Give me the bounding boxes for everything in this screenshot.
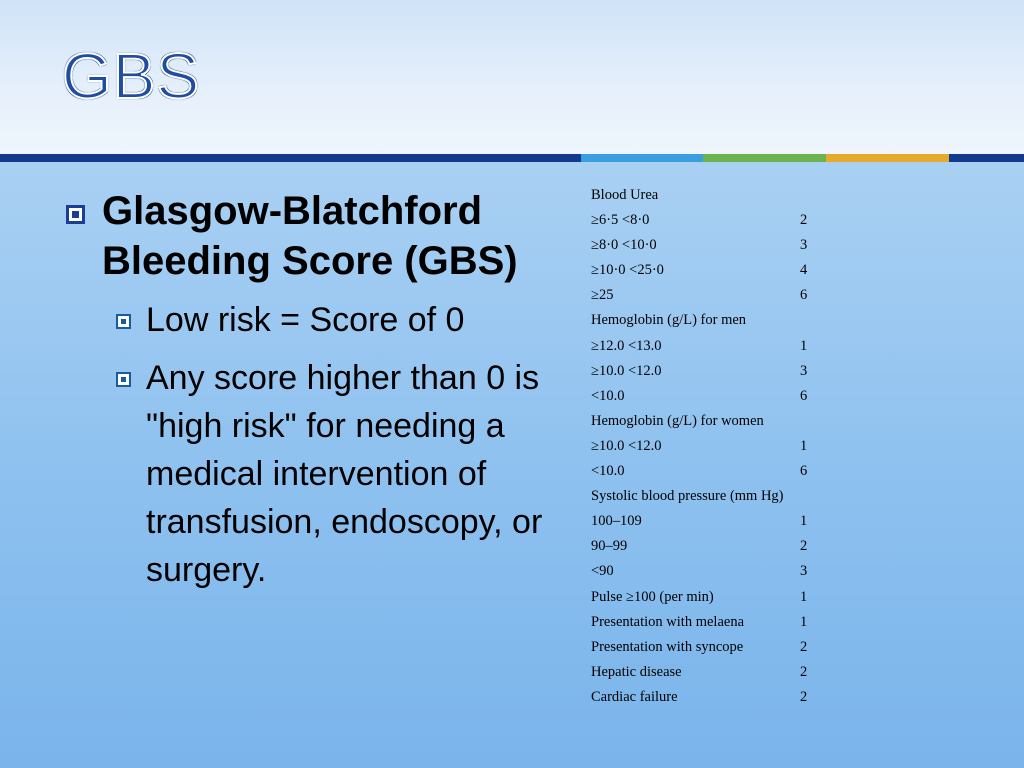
row-score: 2	[800, 638, 808, 655]
row-score: 1	[800, 613, 808, 630]
table-row	[591, 283, 851, 308]
table-row	[591, 585, 851, 610]
main-bullet	[62, 186, 582, 286]
table-row	[591, 233, 851, 258]
row-score: 2	[800, 663, 808, 680]
row-score: 6	[800, 387, 808, 404]
row-label: Blood Urea	[591, 187, 659, 203]
table-row	[591, 635, 851, 660]
table-row	[591, 509, 851, 534]
accent-segment-blue	[581, 154, 703, 162]
row-score: 6	[800, 287, 808, 304]
row-label: Systolic blood pressure (mm Hg)	[591, 488, 784, 505]
row-label: Hepatic disease	[591, 663, 682, 680]
table-row	[591, 384, 851, 409]
row-score: 1	[800, 513, 808, 530]
row-label: 100–109	[591, 513, 642, 530]
row-label: Pulse ≥100 (per min)	[591, 588, 714, 605]
row-label: ≥10·0 <25·0	[591, 262, 664, 279]
row-label: Presentation with melaena	[591, 613, 745, 630]
row-score: 1	[800, 437, 808, 454]
square-bullet-icon	[116, 314, 131, 329]
row-label: ≥8·0 <10·0	[591, 237, 657, 254]
row-score: 3	[800, 237, 808, 254]
row-score: 4	[800, 262, 808, 279]
sub-bullet	[62, 296, 582, 344]
table-row	[591, 258, 851, 283]
row-score: 2	[800, 212, 808, 229]
score-table	[591, 183, 851, 710]
accent-segment-orange	[826, 154, 949, 162]
row-label: Hemoglobin (g/L) for men	[591, 312, 747, 329]
row-label: ≥10.0 <12.0	[591, 362, 662, 379]
row-score: 2	[800, 688, 808, 705]
row-label: <10.0	[591, 463, 625, 480]
row-score: 6	[800, 463, 808, 480]
row-score: 1	[800, 337, 808, 354]
table-row	[591, 660, 851, 685]
square-bullet-icon	[66, 205, 85, 224]
table-row	[591, 685, 851, 710]
sub-bullet-text: Any score higher than 0 is "high risk" for needing a medical intervention of transfusion, endoscopy, or surgery.	[146, 359, 543, 589]
table-row	[591, 610, 851, 635]
divider-band	[0, 154, 1024, 162]
row-score: 1	[800, 588, 808, 605]
accent-segment-green	[703, 154, 826, 162]
table-row	[591, 208, 851, 233]
row-label: Presentation with syncope	[591, 638, 744, 655]
row-score: 2	[800, 538, 808, 555]
sub-bullet-text: Low risk = Score of 0	[146, 301, 465, 339]
row-label: <10.0	[591, 387, 625, 404]
table-row	[591, 559, 851, 584]
row-label: ≥6·5 <8·0	[591, 212, 650, 229]
table-row	[591, 359, 851, 384]
row-label: ≥25	[591, 287, 614, 304]
row-label: Hemoglobin (g/L) for women	[591, 412, 764, 429]
table-row	[591, 409, 851, 434]
sub-bullet	[62, 354, 586, 594]
row-label: ≥12.0 <13.0	[591, 337, 662, 354]
table-row	[591, 334, 851, 359]
row-label: <90	[591, 563, 614, 580]
row-label: ≥10.0 <12.0	[591, 437, 662, 454]
table-row	[591, 183, 851, 208]
row-score: 3	[800, 362, 808, 379]
table-row	[591, 459, 851, 484]
square-bullet-icon	[116, 372, 131, 387]
table-row	[591, 308, 851, 333]
row-label: 90–99	[591, 538, 628, 555]
bullet-list	[62, 186, 582, 594]
table-row	[591, 434, 851, 459]
title-area	[0, 0, 1024, 154]
slide-title: GBS	[62, 40, 201, 112]
main-bullet-text: Glasgow-Blatchford Bleeding Score (GBS)	[102, 189, 518, 283]
table-row	[591, 534, 851, 559]
row-label: Cardiac failure	[591, 688, 678, 705]
row-score: 3	[800, 563, 808, 580]
table-row	[591, 484, 851, 509]
